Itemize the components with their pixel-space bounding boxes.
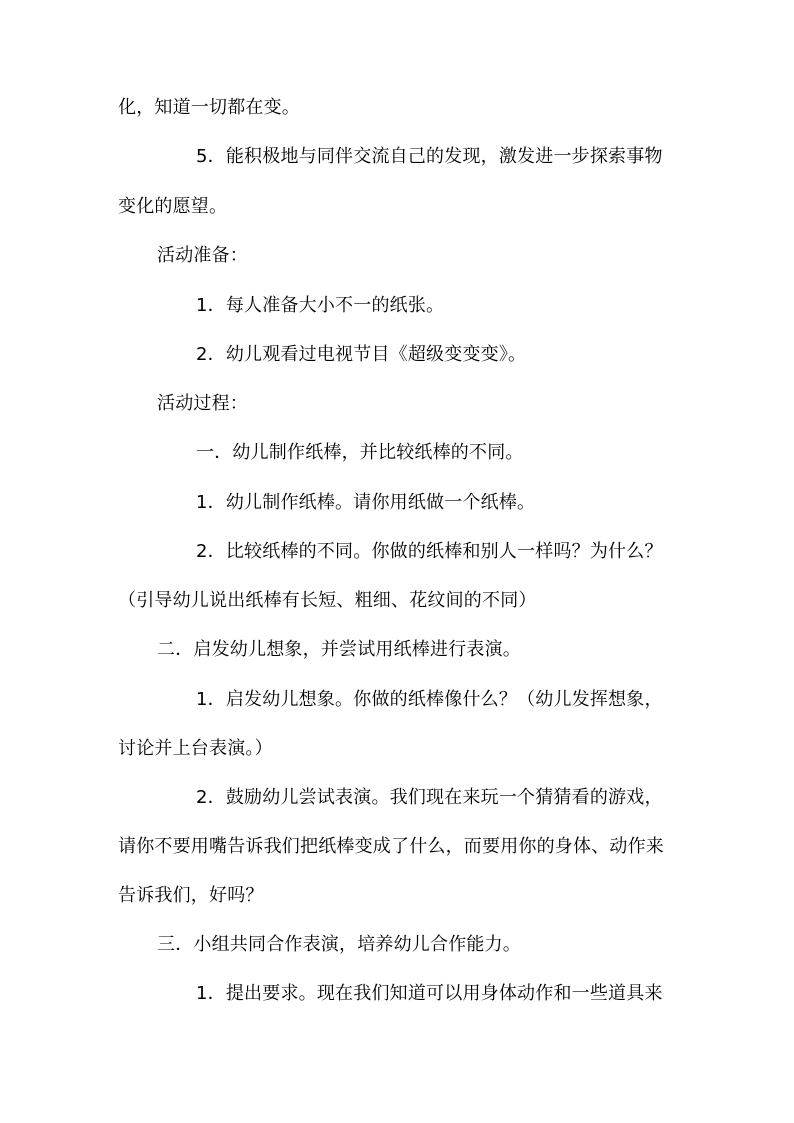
text-line-1: 化，知道一切都在变。 (118, 97, 300, 118)
text-line-9: 1．幼儿制作纸棒。请你用纸做一个纸棒。 (196, 492, 536, 513)
text-line-3: 变化的愿望。 (118, 196, 228, 217)
text-line-10: 2．比较纸棒的不同。你做的纸棒和别人一样吗？为什么？ (196, 541, 663, 562)
text-line-15: 2．鼓励幼儿尝试表演。我们现在来玩一个猜猜看的游戏， (196, 787, 663, 808)
step-heading-2: 二．启发幼儿想象，并尝试用纸棒进行表演。 (157, 639, 521, 660)
step-heading-3: 三．小组共同合作表演，培养幼儿合作能力。 (157, 934, 521, 955)
text-line-2: 5．能积极地与同伴交流自己的发现，激发进一步探索事物 (196, 146, 663, 167)
text-line-6: 2．幼儿观看过电视节目《超级变变变》。 (196, 344, 527, 365)
text-line-14: 讨论并上台表演。） (118, 738, 273, 759)
text-line-11: （引导幼儿说出纸棒有长短、粗细、花纹间的不同） (118, 590, 537, 611)
text-line-19: 1．提出要求。现在我们知道可以用身体动作和一些道具来 (196, 983, 663, 1004)
text-line-16: 请你不要用嘴告诉我们把纸棒变成了什么，而要用你的身体、动作来 (118, 836, 664, 857)
section-heading-preparation: 活动准备： (157, 245, 248, 266)
step-heading-1: 一．幼儿制作纸棒，并比较纸棒的不同。 (196, 442, 524, 463)
section-heading-process: 活动过程： (157, 393, 248, 414)
text-line-13: 1．启发幼儿想象。你做的纸棒像什么？（幼儿发挥想象， (196, 689, 663, 710)
text-line-17: 告诉我们，好吗？ (118, 885, 264, 906)
text-line-5: 1．每人准备大小不一的纸张。 (196, 295, 445, 316)
